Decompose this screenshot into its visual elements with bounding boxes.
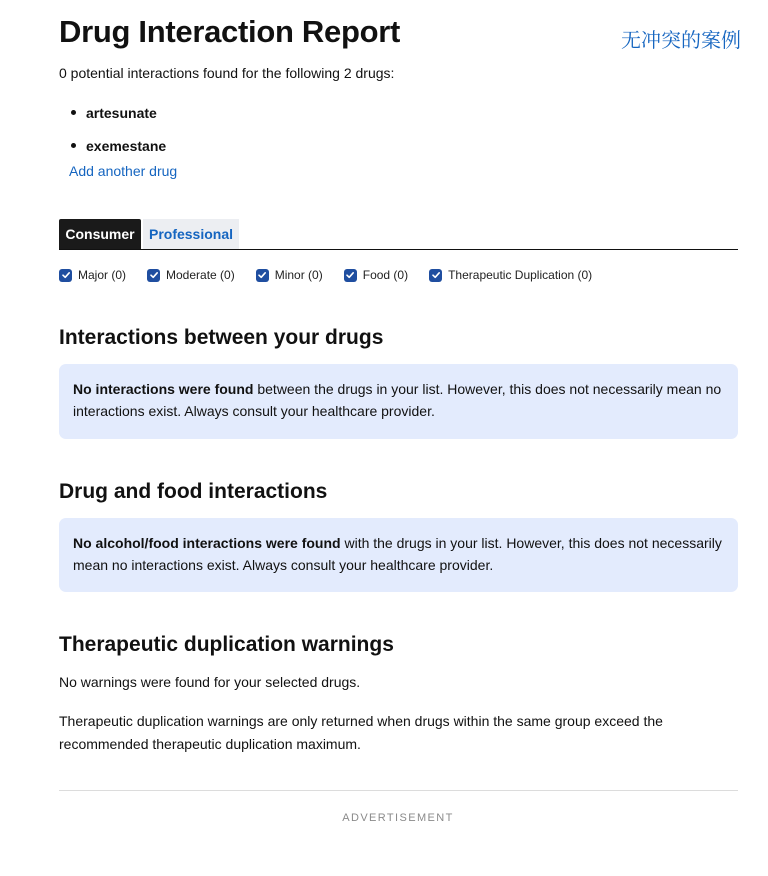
filter-label: Major (0): [78, 268, 127, 282]
notice-bold-text: No alcohol/food interactions were found: [73, 535, 341, 551]
filter-label: Food (0): [362, 268, 409, 282]
divider: [59, 790, 738, 791]
audience-tabs: [59, 219, 738, 250]
filter-label: Moderate (0): [166, 268, 235, 282]
notice-text: between the drugs in your list. However, this does not necessarily mean no interactions exist. Always consult your healthcare provider.: [73, 381, 722, 419]
drug-list-item: [59, 96, 166, 129]
duplication-no-warnings: No warnings were found for your selected drugs.: [59, 674, 361, 690]
drug-interactions-notice: [59, 364, 738, 439]
add-another-drug-link[interactable]: Add another drug: [69, 163, 178, 179]
page-title: Drug Interaction Report: [59, 14, 401, 49]
drug-name: artesunate: [86, 104, 157, 121]
duplication-explanation: Therapeutic duplication warnings are only returned when drugs within the same group exceed the recommended therapeutic duplication maximum.: [59, 713, 663, 752]
bullet-icon: [71, 143, 76, 148]
filter-label: Minor (0): [274, 268, 323, 282]
food-interactions-notice: [59, 518, 738, 592]
drug-list: [59, 96, 166, 162]
drug-list-item: [59, 129, 166, 162]
filter-label: Therapeutic Duplication (0): [448, 268, 593, 282]
duplication-heading: Therapeutic duplication warnings: [59, 633, 394, 656]
food-interactions-heading: Drug and food interactions: [59, 480, 328, 503]
checkbox-checked-icon[interactable]: [344, 269, 357, 282]
checkbox-checked-icon[interactable]: [59, 269, 72, 282]
no-conflict-cases-link[interactable]: 无冲突的案例: [621, 28, 741, 52]
tab-consumer[interactable]: Consumer: [59, 219, 141, 249]
interaction-summary: 0 potential interactions found for the following 2 drugs:: [59, 65, 395, 81]
filter-food[interactable]: [344, 268, 408, 282]
checkbox-checked-icon[interactable]: [429, 269, 442, 282]
notice-bold-text: No interactions were found: [73, 381, 254, 397]
advertisement-label: ADVERTISEMENT: [342, 812, 454, 824]
drug-interactions-heading: Interactions between your drugs: [59, 326, 384, 349]
tab-professional[interactable]: Professional: [143, 219, 239, 249]
filter-minor[interactable]: [256, 268, 323, 282]
checkbox-checked-icon[interactable]: [147, 269, 160, 282]
notice-text: with the drugs in your list. However, this does not necessarily mean no interactions exist. Always consult your healthcare provider.: [73, 535, 722, 573]
drug-name: exemestane: [86, 137, 167, 154]
bullet-icon: [71, 110, 76, 115]
filter-moderate[interactable]: [147, 268, 235, 282]
checkbox-checked-icon[interactable]: [256, 269, 269, 282]
filter-therapeutic-duplication[interactable]: [429, 268, 592, 282]
severity-filters: [59, 268, 613, 282]
filter-major[interactable]: [59, 268, 126, 282]
